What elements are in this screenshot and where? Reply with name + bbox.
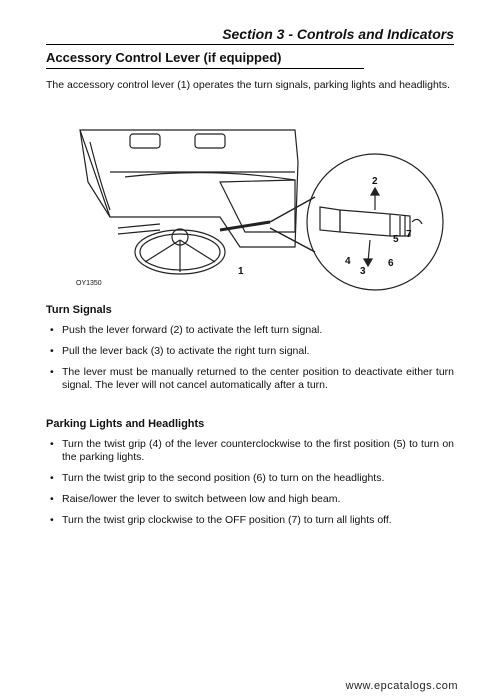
parking-lights-heading: Parking Lights and Headlights — [46, 418, 205, 430]
intro-paragraph: The accessory control lever (1) operates the turn signals, parking lights and headlights. — [46, 79, 450, 91]
callout-4: 4 — [345, 256, 351, 267]
callout-1: 1 — [238, 266, 244, 277]
turn-signals-heading: Turn Signals — [46, 304, 112, 316]
turn-signals-list — [46, 324, 454, 400]
title-rule — [46, 68, 364, 69]
footer-watermark: www.epcatalogs.com — [345, 680, 458, 692]
section-header: Section 3 - Controls and Indicators — [222, 26, 454, 42]
parking-lights-list — [46, 438, 454, 535]
list-item: • The lever must be manually returned to the center position to deactivate either turn signal. The lever will not cancel automatically after a turn. — [46, 366, 454, 392]
list-item: • Pull the lever back (3) to activate the right turn signal. — [46, 345, 454, 358]
callout-6: 6 — [388, 258, 394, 269]
callout-7: 7 — [406, 229, 412, 240]
list-item: • Push the lever forward (2) to activate the left turn signal. — [46, 324, 454, 337]
list-item: • Turn the twist grip to the second position (6) to turn on the headlights. — [46, 472, 454, 485]
callout-5: 5 — [393, 234, 399, 245]
list-item: • Raise/lower the lever to switch between low and high beam. — [46, 493, 454, 506]
header-rule — [46, 44, 454, 45]
list-item: • Turn the twist grip clockwise to the OFF position (7) to turn all lights off. — [46, 514, 454, 527]
callout-2: 2 — [372, 176, 378, 187]
list-item: • Turn the twist grip (4) of the lever counterclockwise to the first position (5) to turn on the parking lights. — [46, 438, 454, 464]
steering-console-illustration — [70, 122, 460, 297]
figure-code: OY1350 — [76, 280, 102, 287]
callout-3: 3 — [360, 266, 366, 277]
page-title: Accessory Control Lever (if equipped) — [46, 50, 282, 65]
